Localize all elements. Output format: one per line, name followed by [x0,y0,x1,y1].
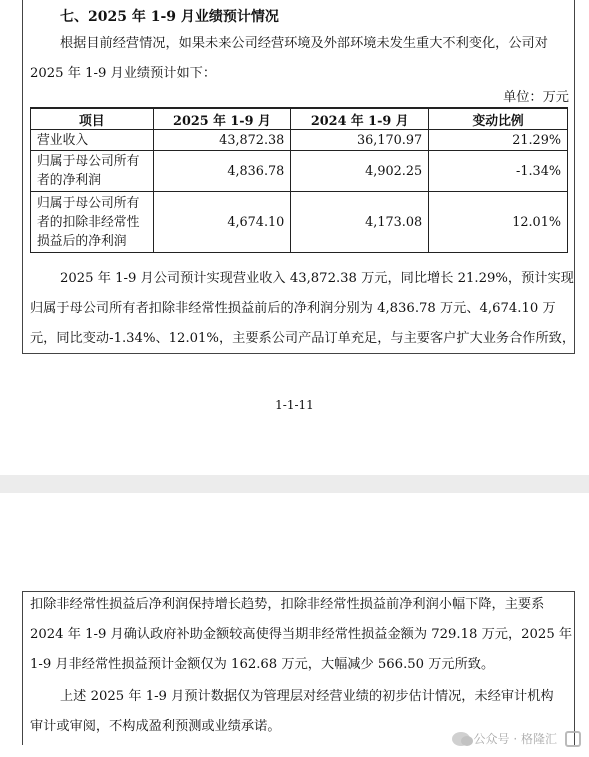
row-label-line: 损益后的净利润 [37,233,127,249]
analysis-text-line-3: 元，同比变动-1.34%、12.01%，主要系公司产品订单充足，与主要客户扩大业务合作所致， [30,331,576,346]
intro-text-line-1: 根据目前经营情况，如果未来公司经营环境及外部环境未发生重大不利变化，公司对 [60,36,548,51]
row-label-line: 者的净利润 [37,173,101,188]
row-label [31,151,154,192]
table-row [31,192,568,253]
analysis-text-line-2: 归属于母公司所有者扣除非经常性损益前后的净利润分别为 4,836.78 万元、4,674.10 万 [30,301,556,316]
row-label-line: 营业收入 [37,132,89,148]
section-heading: 七、2025 年 1-9 月业绩预计情况 [60,9,279,25]
value-2025: 43,872.38 [153,130,291,151]
disclaimer-text-line-2: 审计或审阅，不构成盈利预测或业绩承诺。 [30,719,281,734]
value-2024: 4,173.08 [291,192,429,253]
row-label-line: 归属于母公司所有 [37,154,140,169]
value-2025: 4,674.10 [153,192,291,253]
intro-text-line-2: 2025 年 1-9 月业绩预计如下： [30,66,217,81]
row-label [31,192,154,253]
continuation-text-line-2: 2024 年 1-9 月确认政府补助金额较高使得当期非经常性损益金额为 729.18 万元，2025 年 [30,627,573,642]
column-header-item: 项目 [31,108,154,130]
change-ratio: -1.34% [429,151,568,192]
value-2024: 36,170.97 [291,130,429,151]
watermark-text: 公众号 · 格隆汇 [473,732,557,746]
table-row [31,151,568,192]
page-number: 1-1-11 [275,398,314,412]
row-label [31,130,154,151]
table-row [31,130,568,151]
continuation-text-line-3: 1-9 月非经常性损益预计金额仅为 162.68 万元，大幅减少 566.50 万元所致。 [30,657,495,672]
disclaimer-text-line-1: 上述 2025 年 1-9 月预计数据仅为管理层对经营业绩的初步估计情况，未经审计机构 [60,689,554,704]
unit-label: 单位：万元 [503,90,569,105]
column-header-change: 变动比例 [429,108,568,130]
table-header-row [31,108,568,130]
document-page-lower [0,493,589,757]
performance-forecast-table [30,107,568,253]
analysis-text-line-1: 2025 年 1-9 月公司预计实现营业收入 43,872.38 万元，同比增长 21.29%，预计实现 [60,271,574,286]
value-2025: 4,836.78 [153,151,291,192]
change-ratio: 12.01% [429,192,568,253]
page-separator [0,475,589,493]
value-2024: 4,902.25 [291,151,429,192]
row-label-line: 者的扣除非经常性 [37,214,140,230]
gelonghui-logo-icon [565,731,581,747]
continuation-text-line-1: 扣除非经常性损益后净利润保持增长趋势，扣除非经常性损益前净利润小幅下降，主要系 [30,597,545,612]
wechat-icon [452,732,470,746]
change-ratio: 21.29% [429,130,568,151]
row-label-line: 归属于母公司所有 [37,195,140,211]
column-header-2025: 2025 年 1-9 月 [153,108,291,130]
column-header-2024: 2024 年 1-9 月 [291,108,429,130]
watermark [452,730,581,747]
